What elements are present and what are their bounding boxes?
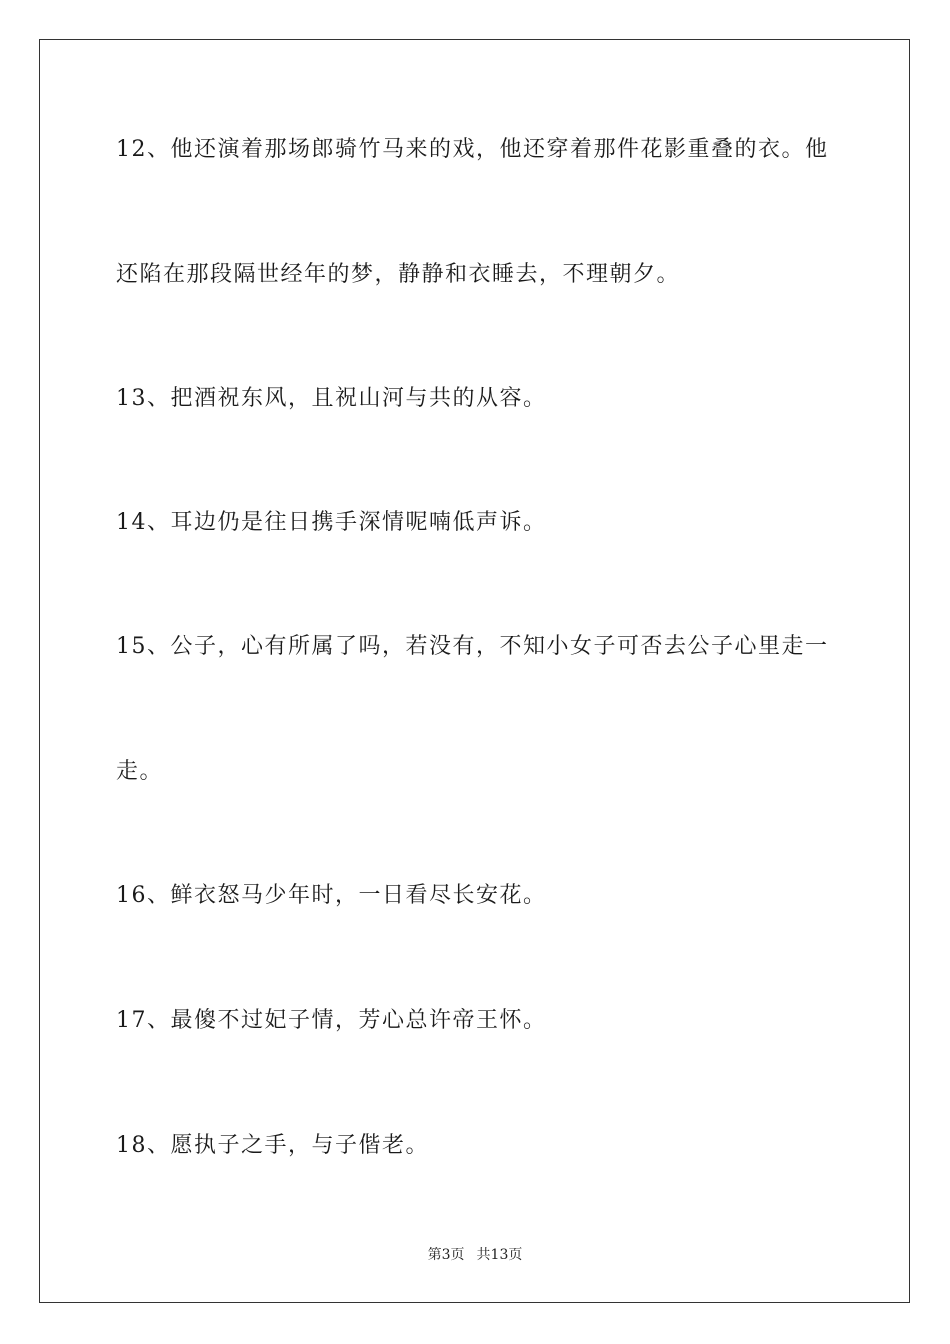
text-line-15a: 15、公子，心有所属了吗，若没有，不知小女子可否去公子心里走一: [116, 634, 829, 659]
page-border: [39, 39, 910, 1303]
text-line-15b: 走。: [116, 759, 164, 784]
text-line-12a: 12、他还演着那场郎骑竹马来的戏，他还穿着那件花影重叠的衣。他: [116, 137, 829, 162]
page-number: 第3页: [427, 1247, 465, 1263]
text-line-16: 16、鲜衣怒马少年时，一日看尽长安花。: [116, 883, 547, 908]
page-total: 共13页: [476, 1247, 523, 1263]
text-line-12b: 还陷在那段隔世经年的梦，静静和衣睡去，不理朝夕。: [116, 262, 681, 287]
text-line-18: 18、愿执子之手，与子偕老。: [116, 1133, 429, 1158]
page-footer: [0, 1246, 950, 1264]
text-line-17: 17、最傻不过妃子情，芳心总许帝王怀。: [116, 1008, 547, 1033]
text-line-14: 14、耳边仍是往日携手深情呢喃低声诉。: [116, 510, 547, 535]
text-line-13: 13、把酒祝东风，且祝山河与共的从容。: [116, 386, 547, 411]
